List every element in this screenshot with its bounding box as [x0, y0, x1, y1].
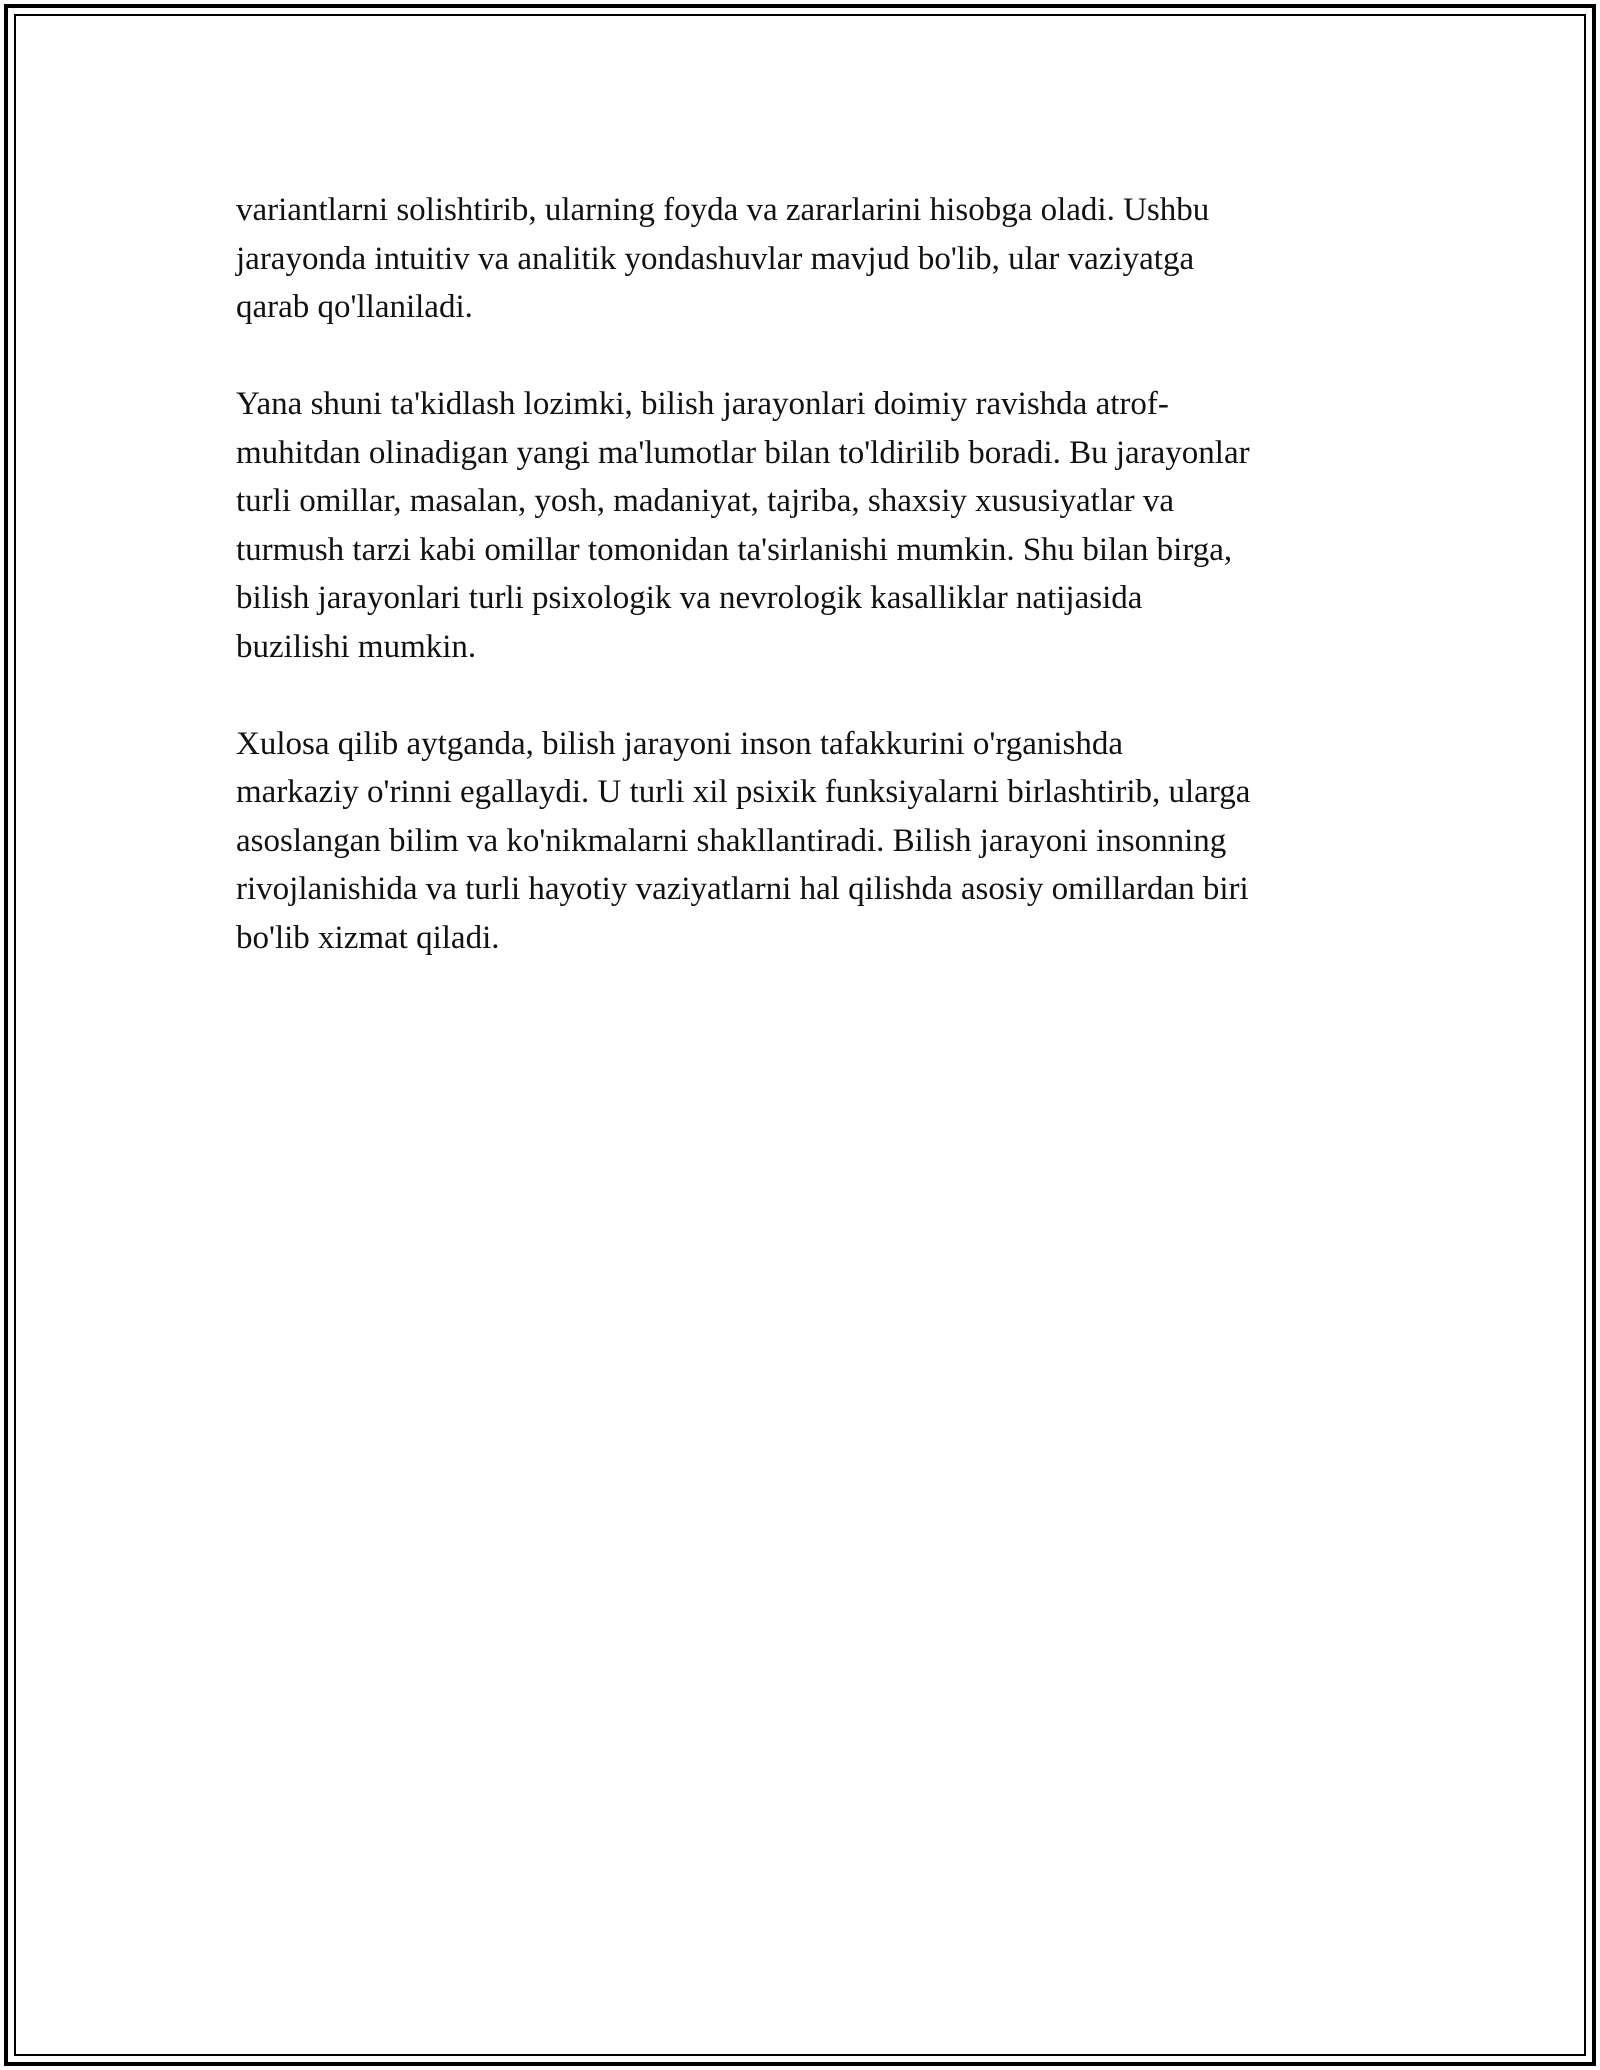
paragraph-2: Yana shuni ta'kidlash lozimki, bilish jarayonlari doimiy ravishda atrof- muhitdan olinadigan yangi ma'lumotlar bilan to'ldirilib boradi. Bu jarayonlar turli omillar, masalan, yosh, madaniyat, tajriba, shaxsiy xususiyatlar va turmush tarzi kabi omillar tomonidan ta'sirlanishi mumkin. Shu bilan birga, bilish jarayonlari turli psixologik va nevrologik kasalliklar natijasida buzilishi mumkin. — [236, 386, 1250, 665]
document-body — [236, 186, 1376, 1011]
paragraph-1: variantlarni solishtirib, ularning foyda va zararlarini hisobga oladi. Ushbu jarayonda intuitiv va analitik yondashuvlar mavjud bo'lib, ular vaziyatga qarab qo'llaniladi. — [236, 192, 1210, 325]
paragraph-3: Xulosa qilib aytganda, bilish jarayoni inson tafakkurini o'rganishda markaziy o'rinni egallaydi. U turli xil psixik funksiyalarni birlashtirib, ularga asoslangan bilim va ko'nikmalarni shakllantiradi. Bilish jarayoni insonning rivojlanishida va turli hayotiy vaziyatlarni hal qilishda asosiy omillardan biri bo'lib xizmat qiladi. — [236, 725, 1251, 956]
